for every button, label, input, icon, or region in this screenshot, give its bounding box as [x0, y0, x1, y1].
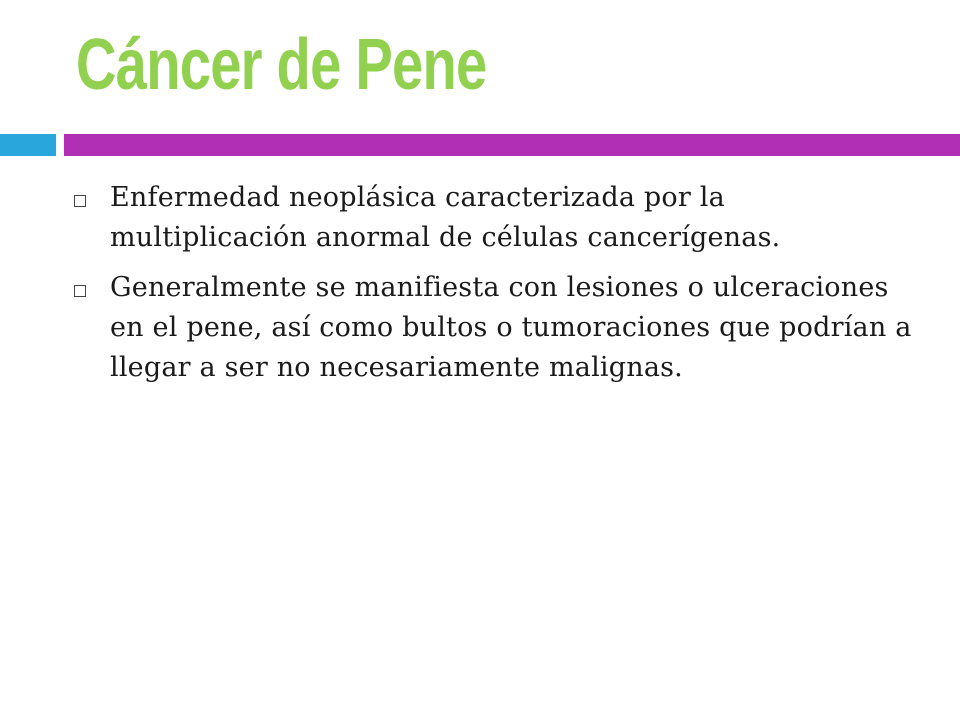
slide-title: Cáncer de Pene: [76, 25, 487, 105]
bullet-text: Generalmente se manifiesta con lesiones o ulceraciones en el pene, así como bultos o tumoraciones que podrían a llegar a ser no necesariamente malignas.: [110, 272, 912, 383]
bullet-list: [74, 178, 924, 398]
title-rule-accent-blue: [0, 134, 56, 156]
bullet-text: Enfermedad neoplásica caracterizada por la multiplicación anormal de células cancerígenas.: [110, 182, 781, 253]
list-item: [74, 268, 924, 388]
title-rule-accent-magenta: [64, 134, 960, 156]
list-item: [74, 178, 924, 258]
square-bullet-icon: [74, 195, 86, 207]
square-bullet-icon: [74, 285, 86, 297]
